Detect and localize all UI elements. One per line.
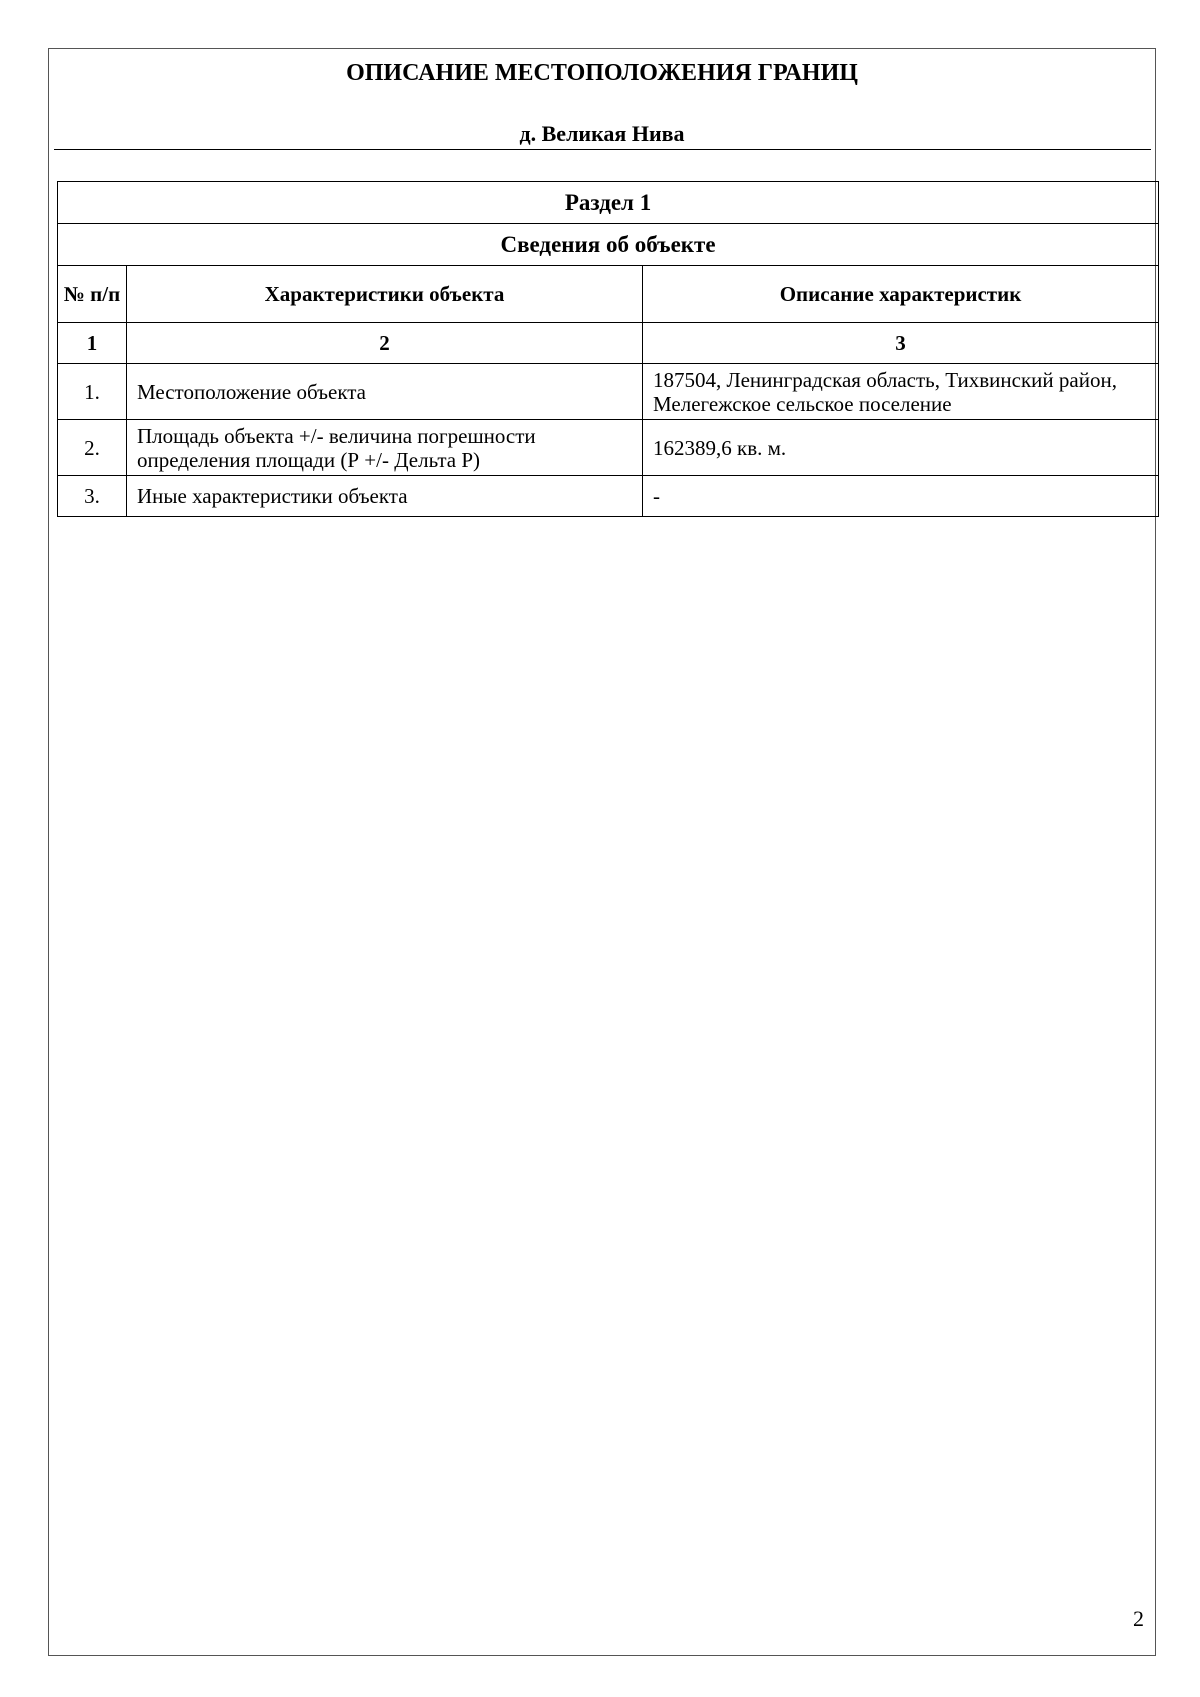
title-divider [54,149,1151,150]
object-info-table [57,181,1159,517]
column-number: 2 [127,323,643,364]
document-subtitle: д. Великая Нива [519,121,685,146]
column-number: 1 [58,323,127,364]
section-subtitle: Сведения об объекте [58,224,1159,266]
section-subtitle-row [58,224,1159,266]
row-description: 162389,6 кв. м. [643,420,1159,476]
row-number: 2. [58,420,127,476]
header-number: № п/п [58,266,127,323]
row-description: - [643,476,1159,517]
page-number: 2 [1133,1606,1144,1631]
row-characteristic: Площадь объекта +/- величина погрешности определения площади (Р +/- Дельта Р) [127,420,643,476]
row-characteristic: Местоположение объекта [127,364,643,420]
section-title-row [58,182,1159,224]
section-title: Раздел 1 [58,182,1159,224]
table-row [58,420,1159,476]
header-description: Описание характеристик [643,266,1159,323]
table-row [58,364,1159,420]
header-characteristic: Характеристики объекта [127,266,643,323]
table-row [58,476,1159,517]
row-number: 3. [58,476,127,517]
column-number-row [58,323,1159,364]
column-number: 3 [643,323,1159,364]
row-number: 1. [58,364,127,420]
table-header-row [58,266,1159,323]
row-characteristic: Иные характеристики объекта [127,476,643,517]
document-title: ОПИСАНИЕ МЕСТОПОЛОЖЕНИЯ ГРАНИЦ [346,60,858,86]
row-description: 187504, Ленинградская область, Тихвинский район, Мелегежское сельское поселение [643,364,1159,420]
